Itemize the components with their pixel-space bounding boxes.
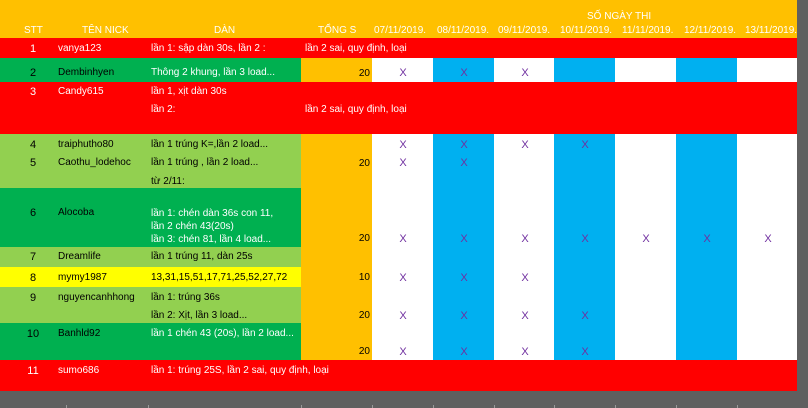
attendance-mark[interactable]: X bbox=[399, 139, 407, 151]
attendance-mark[interactable]: X bbox=[399, 272, 407, 284]
attendance-mark[interactable]: X bbox=[460, 346, 468, 358]
attendance-mark[interactable]: X bbox=[581, 233, 589, 245]
header-date-3[interactable]: 09/11/2019. bbox=[498, 25, 551, 36]
attendance-mark[interactable]: X bbox=[399, 233, 407, 245]
row-10-stt[interactable]: 10 bbox=[26, 328, 40, 340]
row-2-date-6 bbox=[676, 58, 737, 82]
attendance-mark[interactable]: X bbox=[460, 157, 468, 169]
row-2-total[interactable]: 20 bbox=[358, 68, 370, 79]
attendance-mark[interactable]: X bbox=[460, 139, 468, 151]
row-3-nick[interactable]: Candy615 bbox=[58, 86, 104, 97]
row-7-stt[interactable]: 7 bbox=[29, 251, 37, 263]
attendance-mark[interactable]: X bbox=[521, 272, 529, 284]
attendance-mark[interactable]: X bbox=[399, 346, 407, 358]
row-2-stt[interactable]: 2 bbox=[29, 67, 37, 79]
row-11-nick[interactable]: sumo686 bbox=[58, 365, 100, 376]
row-10-dan[interactable]: lần 1 chén 43 (20s), lần 2 load... bbox=[151, 328, 294, 339]
row-1-stt[interactable]: 1 bbox=[29, 43, 37, 55]
header-tong[interactable]: TỔNG S bbox=[318, 25, 357, 36]
attendance-mark[interactable]: X bbox=[460, 67, 468, 79]
row-2-nick[interactable]: Dembinhyen bbox=[58, 67, 115, 78]
attendance-mark[interactable]: X bbox=[581, 346, 589, 358]
row-1-nick[interactable]: vanya123 bbox=[58, 43, 102, 54]
header-stt[interactable]: STT bbox=[24, 25, 43, 36]
attendance-mark[interactable]: X bbox=[521, 233, 529, 245]
date-col-4 bbox=[554, 134, 615, 360]
row-9-dan-2[interactable]: lần 2: Xịt, lần 3 load... bbox=[151, 310, 248, 321]
row-8-stt[interactable]: 8 bbox=[29, 272, 37, 284]
date-col-5 bbox=[615, 134, 676, 360]
row-8-dan[interactable]: 13,31,15,51,17,71,25,52,27,72 bbox=[151, 272, 288, 283]
attendance-mark[interactable]: X bbox=[460, 272, 468, 284]
row-4-dan[interactable]: lần 1 trúng K=,lần 2 load... bbox=[151, 139, 269, 150]
row-7-nick[interactable]: Dreamlife bbox=[58, 251, 101, 262]
row-5-nick[interactable]: Caothu_lodehoc bbox=[58, 157, 131, 168]
row-10-nick[interactable]: Banhld92 bbox=[58, 328, 101, 339]
header-date-6[interactable]: 12/11/2019. bbox=[684, 25, 737, 36]
attendance-mark[interactable]: X bbox=[399, 310, 407, 322]
row-5-dan-1[interactable]: lần 1 trúng , lần 2 load... bbox=[151, 157, 259, 168]
header-date-2[interactable]: 08/11/2019. bbox=[437, 25, 490, 36]
row-6-stt[interactable]: 6 bbox=[29, 207, 37, 219]
attendance-mark[interactable]: X bbox=[581, 139, 589, 151]
row-4-stt[interactable]: 4 bbox=[29, 139, 37, 151]
row-8-nick[interactable]: mymy1987 bbox=[58, 272, 107, 283]
row-11 bbox=[0, 360, 797, 391]
row-6-total[interactable]: 20 bbox=[358, 233, 370, 244]
row-11-dan[interactable]: lần 1: trúng 25S, lần 2 sai, quy định, loại bbox=[151, 365, 329, 376]
row-9-dan-1[interactable]: lần 1: trúng 36s bbox=[151, 292, 220, 303]
row-2-date-7 bbox=[737, 58, 797, 82]
attendance-mark[interactable]: X bbox=[764, 233, 772, 245]
header-nick[interactable]: TÊN NICK bbox=[82, 25, 129, 36]
row-9-nick[interactable]: nguyencanhhong bbox=[58, 292, 135, 303]
attendance-mark[interactable]: X bbox=[521, 310, 529, 322]
row-6-dan-1[interactable]: lần 1: chén dàn 36s con 11, bbox=[151, 208, 274, 219]
row-6-dan-2[interactable]: lần 2 chén 43(20s) bbox=[151, 221, 234, 232]
row-6-dan-3[interactable]: lần 3: chén 81, lần 4 load... bbox=[151, 234, 272, 245]
header-date-1[interactable]: 07/11/2019. bbox=[374, 25, 427, 36]
attendance-mark[interactable]: X bbox=[521, 139, 529, 151]
attendance-mark[interactable]: X bbox=[399, 157, 407, 169]
attendance-mark[interactable]: X bbox=[460, 310, 468, 322]
header-date-7[interactable]: 13/11/2019. bbox=[745, 25, 798, 36]
attendance-mark[interactable]: X bbox=[399, 67, 407, 79]
row-5-stt[interactable]: 5 bbox=[29, 157, 37, 169]
date-col-6 bbox=[676, 134, 737, 360]
row-2-date-5 bbox=[615, 58, 676, 82]
date-col-7 bbox=[737, 134, 797, 360]
row-11-stt[interactable]: 11 bbox=[27, 365, 39, 377]
row-3-note[interactable]: lần 2 sai, quy định, loại bbox=[305, 104, 407, 115]
date-col-3 bbox=[494, 134, 554, 360]
row-1-note[interactable]: lần 2 sai, quy định, loại bbox=[305, 43, 407, 54]
sheet-bottom-edge bbox=[0, 403, 808, 408]
attendance-mark[interactable]: X bbox=[460, 233, 468, 245]
header-day-group[interactable]: SỐ NGÀY THI bbox=[587, 11, 652, 22]
header-date-5[interactable]: 11/11/2019. bbox=[622, 25, 674, 36]
attendance-mark[interactable]: X bbox=[521, 67, 529, 79]
row-6-nick[interactable]: Alocoba bbox=[58, 207, 95, 218]
row-2-date-4 bbox=[554, 58, 615, 82]
attendance-mark[interactable]: X bbox=[581, 310, 589, 322]
row-9-stt[interactable]: 9 bbox=[29, 292, 37, 304]
row-4-nick[interactable]: traiphutho80 bbox=[58, 139, 114, 150]
attendance-mark[interactable]: X bbox=[521, 346, 529, 358]
row-2-dan[interactable]: Thông 2 khung, lần 3 load... bbox=[151, 67, 275, 78]
header-dan[interactable]: DÀN bbox=[214, 25, 236, 36]
header-date-4[interactable]: 10/11/2019. bbox=[560, 25, 613, 36]
row-8-total[interactable]: 10 bbox=[358, 272, 370, 283]
row-3-stt[interactable]: 3 bbox=[29, 86, 37, 98]
row-9-total[interactable]: 20 bbox=[358, 310, 370, 321]
attendance-mark[interactable]: X bbox=[642, 233, 650, 245]
row-5-total[interactable]: 20 bbox=[358, 158, 370, 169]
row-1-dan[interactable]: lần 1: sập dàn 30s, lần 2 : bbox=[151, 43, 266, 54]
row-5-dan-2[interactable]: từ 2/11: bbox=[151, 176, 185, 187]
row-7-dan[interactable]: lần 1 trúng 11, dàn 25s bbox=[151, 251, 253, 262]
attendance-mark[interactable]: X bbox=[703, 233, 711, 245]
row-10-total[interactable]: 20 bbox=[358, 346, 370, 357]
row-3-dan-2[interactable]: lần 2: bbox=[151, 104, 176, 115]
row-3-dan-1[interactable]: lần 1, xịt dàn 30s bbox=[151, 86, 227, 97]
